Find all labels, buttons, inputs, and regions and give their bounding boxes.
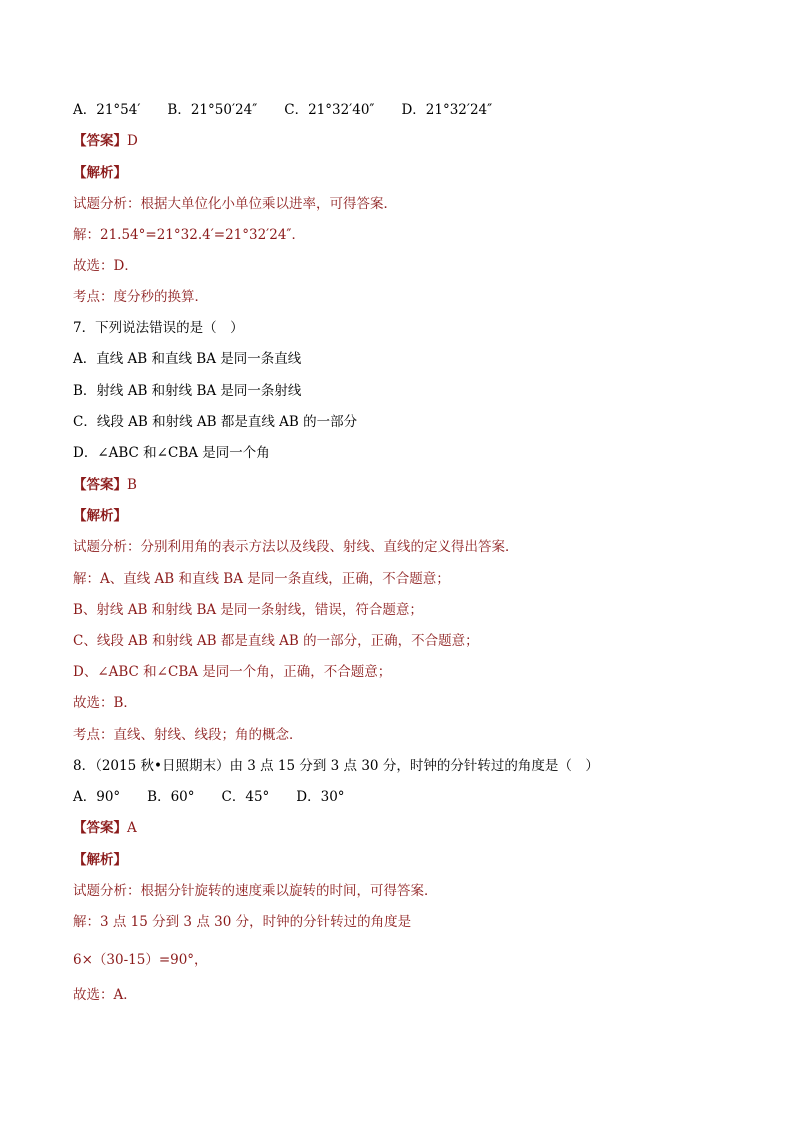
- q7-solution-a: 解：A、直线 AB 和直线 BA 是同一条直线，正确，不合题意；: [73, 571, 450, 587]
- q7-option-c: C．线段 AB 和射线 AB 都是直线 AB 的一部分: [73, 414, 358, 430]
- q7-stem: 7．下列说法错误的是（ ）: [73, 320, 244, 336]
- q6-choice: 故选：D．: [73, 258, 138, 274]
- q8-options: A．90° B．60° C．45° D．30°: [73, 789, 345, 805]
- q7-solution-c: C、线段 AB 和射线 AB 都是直线 AB 的一部分，正确，不合题意；: [73, 633, 479, 649]
- q7-choice: 故选：B．: [73, 695, 137, 711]
- q8-answer-label: 【答案】: [73, 820, 127, 836]
- q8-analysis: 试题分析：根据分针旋转的速度乘以旋转的时间，可得答案．: [73, 883, 438, 899]
- q7-answer-value: B: [127, 477, 137, 493]
- q8-stem: 8．（2015 秋•日照期末）由 3 点 15 分到 3 点 30 分，时钟的分针转过的角度是（ ）: [73, 758, 599, 774]
- q8-answer-value: A: [127, 820, 137, 836]
- q6-answer-label: 【答案】: [73, 133, 127, 149]
- q6-analysis-label: 【解析】: [73, 165, 127, 181]
- q7-option-d: D．∠ABC 和∠CBA 是同一个角: [73, 445, 270, 461]
- q7-option-b: B．射线 AB 和射线 BA 是同一条射线: [73, 383, 302, 399]
- q6-answer-value: D: [127, 133, 138, 149]
- q7-analysis-label: 【解析】: [73, 508, 127, 524]
- q7-answer: [73, 476, 137, 494]
- q8-solution: 解：3 点 15 分到 3 点 30 分，时钟的分针转过的角度是: [73, 914, 412, 930]
- q7-analysis: 试题分析：分别利用角的表示方法以及线段、射线、直线的定义得出答案．: [73, 539, 519, 555]
- q8-formula: 6×（30-15）=90°，: [73, 952, 208, 968]
- q8-choice: 故选：A．: [73, 987, 137, 1003]
- q7-solution-d: D、∠ABC 和∠CBA 是同一个角，正确，不合题意；: [73, 664, 392, 680]
- q8-analysis-label: 【解析】: [73, 852, 127, 868]
- q6-solution: 解：21.54°=21°32.4′=21°32′24″．: [73, 227, 305, 243]
- q7-knowledge: 考点：直线、射线、线段；角的概念．: [73, 727, 303, 743]
- q6-knowledge: 考点：度分秒的换算．: [73, 289, 208, 305]
- q6-analysis: 试题分析：根据大单位化小单位乘以进率，可得答案．: [73, 196, 397, 212]
- q6-answer: [73, 132, 138, 150]
- q6-options: A．21°54′ B．21°50′24″ C．21°32′40″ D．21°32′24″: [73, 102, 493, 118]
- q7-solution-b: B、射线 AB 和射线 BA 是同一条射线，错误，符合题意；: [73, 602, 423, 618]
- q7-option-a: A．直线 AB 和直线 BA 是同一条直线: [73, 351, 302, 367]
- q7-answer-label: 【答案】: [73, 477, 127, 493]
- q8-answer: [73, 819, 137, 837]
